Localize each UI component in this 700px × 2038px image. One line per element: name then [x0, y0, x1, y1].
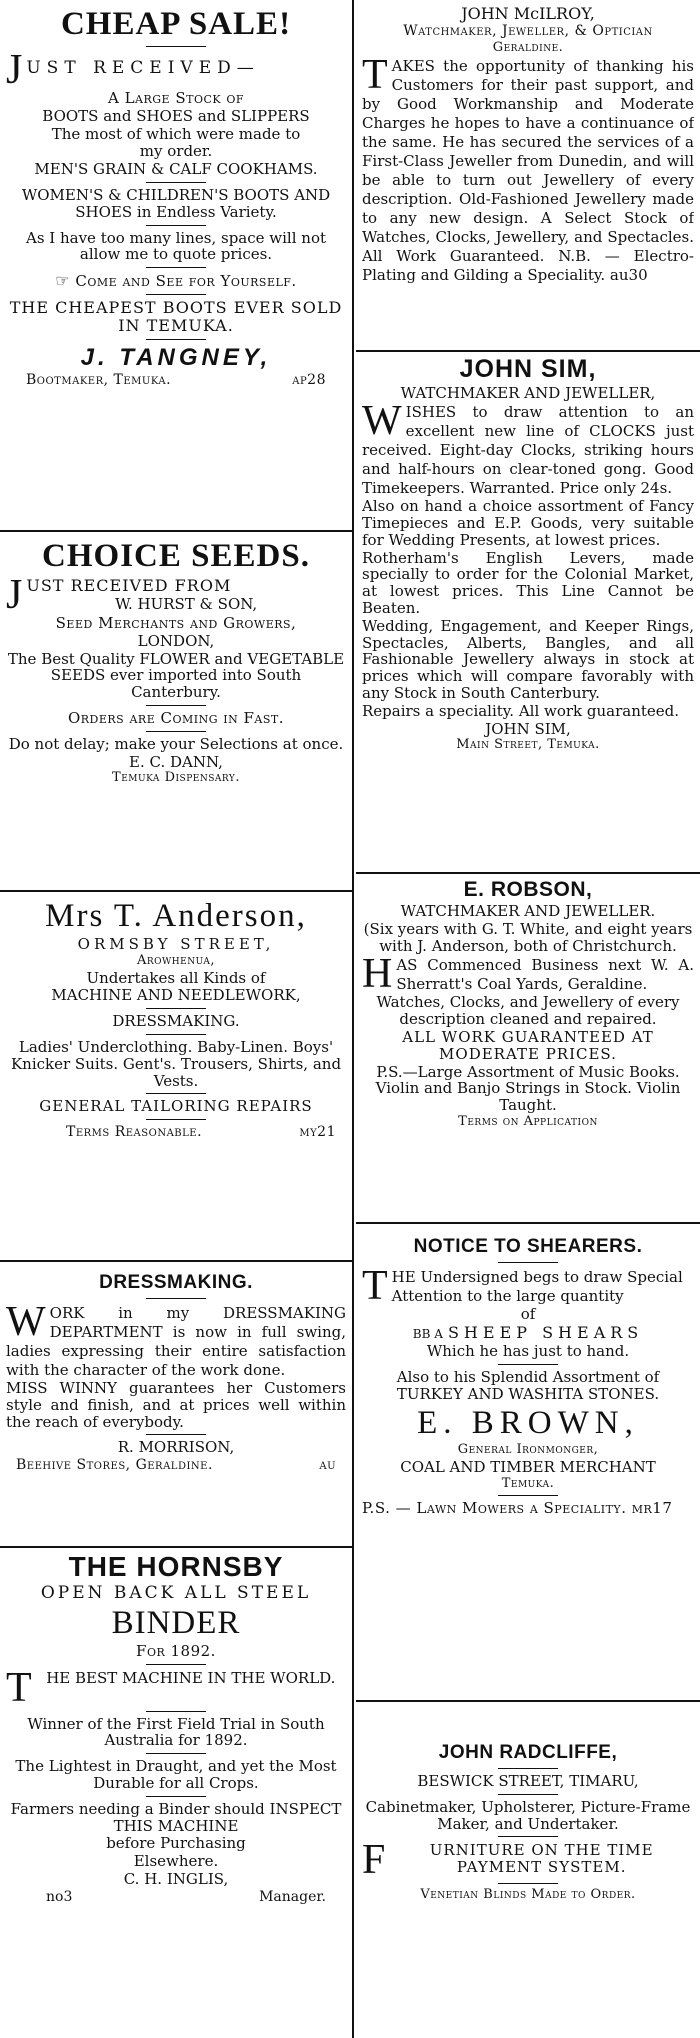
divider: [146, 1711, 206, 1712]
ad-code: ap28: [292, 371, 326, 388]
ad-text: Also on hand a choice assortment of Fancy Timepieces and E.P. Goods, very suitable for Wedding Presents, at lowest prices.: [362, 497, 694, 549]
pointing-hand-icon: ☞: [55, 271, 71, 291]
ad-title: DRESSMAKING.: [99, 1272, 253, 1293]
ad-text: Do not delay; make your Selections at once.: [8, 734, 344, 753]
drop-cap: T: [362, 56, 388, 99]
divider: [146, 1796, 206, 1797]
ad-text: Farmers needing a Binder should INSPECT THIS MACHINE: [10, 1799, 342, 1835]
ad-text: Rotherham's English Levers, made specially to order for the Colonial Market, at lowest prices. This Line Cannot be Beaten.: [362, 548, 694, 618]
ad-text: ORMSBY STREET,: [77, 935, 275, 954]
divider: [498, 1364, 558, 1365]
ad-title: CHEAP SALE!: [60, 6, 292, 42]
ad-text: WATCHMAKER AND JEWELLER.: [400, 902, 656, 920]
divider: [146, 182, 206, 183]
divider: [146, 731, 206, 732]
drop-cap: J: [6, 576, 23, 614]
ad-title: E. ROBSON,: [463, 878, 593, 901]
ad-text: Orders are Coming in Fast.: [67, 708, 285, 727]
divider: [498, 1262, 558, 1263]
ad-text: P.S.—Large Assortment of Music Books. Violin and Banjo Strings in Stock. Violin Taught.: [375, 1062, 681, 1115]
ad-text: Which he has just to hand.: [426, 1341, 630, 1360]
divider: [498, 1768, 558, 1769]
ad-text: COAL AND TIMBER MERCHANT: [400, 1457, 656, 1476]
ad-text: Elsewhere.: [133, 1852, 219, 1871]
ad-text: WOMEN'S & CHILDREN'S BOOTS AND SHOES in Endless Variety.: [21, 185, 331, 221]
ad-text: Temuka.: [501, 1475, 555, 1491]
divider: [498, 1836, 558, 1837]
divider: [498, 1794, 558, 1795]
ad-footer: Venetian Blinds Made to Order.: [420, 1887, 636, 1903]
advertiser-name: C. H. INGLIS,: [123, 1869, 229, 1888]
drop-cap: T: [362, 1267, 388, 1305]
ad-footer: Main Street, Temuka.: [456, 737, 600, 753]
ad-footer: Terms Reasonable.: [66, 1124, 203, 1141]
brand-mark: BB A: [412, 1326, 443, 1341]
ad-text: Watchmaker, Jeweller, & Optician: [403, 22, 653, 39]
ad-text: OPEN BACK ALL STEEL: [40, 1582, 312, 1603]
ad-title: CHOICE SEEDS.: [42, 538, 310, 574]
ad-text: Temuka Dispensary.: [112, 770, 240, 786]
ad-text: Geraldine.: [492, 39, 564, 55]
ad-code: au: [319, 1457, 336, 1474]
ad-text: HE BEST MACHINE IN THE WORLD.: [46, 1668, 336, 1687]
ad-text: Watches, Clocks, and Jewellery of every description cleaned and repaired.: [376, 993, 680, 1029]
divider: [146, 1434, 206, 1435]
ad-text: Come and See for Yourself.: [75, 272, 297, 291]
divider: [146, 1034, 206, 1035]
ad-footer: P.S. — Lawn Mowers a Speciality. mr17: [362, 1499, 673, 1518]
divider: [146, 267, 206, 268]
ad-text: W. HURST & SON,: [115, 595, 258, 614]
ad-text: Wedding, Engagement, and Keeper Rings, Spectacles, Alberts, Bangles, and all Fashionable Jewellery always in stock at prices which will compare favorably with any Stock in South Canterbury.: [362, 616, 694, 703]
ad-text: BOOTS and SHOES and SLIPPERS: [42, 106, 310, 125]
ad-robson: [356, 874, 700, 1224]
ad-text: General Ironmonger,: [457, 1442, 599, 1458]
ad-text: Cabinetmaker, Upholsterer, Picture-Frame Maker, and Undertaker.: [365, 1797, 691, 1833]
ad-text: A Large Stock of: [107, 88, 245, 107]
ad-text: Undertakes all Kinds of: [86, 968, 266, 987]
divider: [146, 225, 206, 226]
divider: [146, 1298, 206, 1299]
ad-text: AKES the opportunity of thanking his Customers for their past support, and by Good Workmanship and Moderate Charges he hopes to have a continuance of the same. He has secured the services of a First-Class Jeweller from Dunedin, and will be able to turn out Jewellery of every description. Old-Fashioned Jewellery made to any new design. A Select Stock of Watches, Clocks, Jewellery, and Spectacles. All Work Guaranteed. N.B. — Electro-Plating and Gilding a Speciality. au30: [362, 57, 694, 285]
divider: [146, 1008, 206, 1009]
ad-footer: Terms on Application: [458, 1113, 598, 1129]
ad-title: JOHN RADCLIFFE,: [438, 1742, 618, 1763]
ad-text: before Purchasing: [106, 1834, 246, 1853]
ad-text: UST RECEIVED FROM: [26, 576, 232, 596]
ad-text: TURKEY AND WASHITA STONES.: [396, 1385, 660, 1404]
divider: [146, 339, 206, 340]
ad-text: ALL WORK GUARANTEED AT MODERATE PRICES.: [402, 1027, 654, 1063]
ad-text: ISHES to draw attention to an excellent new line of CLOCKS just received. Eight-day Clocks, striking hours and half-hours on clear-toned gong. Good Timekeepers. Warranted. Price only 24s.: [362, 403, 694, 498]
ad-text: LONDON,: [137, 631, 215, 650]
ad-text: SHEEP SHEARS: [447, 1322, 644, 1342]
advertiser-name: J. TANGNEY,: [80, 343, 272, 371]
ad-text: HE Undersigned begs to draw Special Attention to the large quantity: [391, 1268, 683, 1305]
ad-text: Arowhenua,: [136, 953, 216, 969]
ad-text: The most of which were made to: [51, 124, 301, 143]
drop-cap: F: [362, 1841, 386, 1880]
drop-cap: H: [362, 955, 393, 994]
ad-text: Repairs a speciality. All work guaranteed.: [362, 701, 680, 720]
ad-title: Mrs T. Anderson,: [45, 898, 307, 934]
divider: [146, 294, 206, 295]
ad-mcilroy: [356, 0, 700, 352]
divider: [498, 1883, 558, 1884]
ad-text: For 1892.: [136, 1642, 216, 1661]
right-column: [356, 0, 700, 2038]
ad-radcliffe: [356, 1702, 700, 2038]
divider: [146, 1664, 206, 1665]
ad-footer: Manager.: [259, 1888, 326, 1905]
ad-choice-seeds: [0, 532, 352, 892]
ad-text: my order.: [139, 142, 213, 161]
ad-text: of: [520, 1305, 536, 1323]
ad-text: MISS WINNY guarantees her Customers style and finish, and at prices well within the reach of everybody.: [6, 1379, 346, 1431]
ad-text: DRESSMAKING.: [112, 1012, 240, 1031]
ad-text: MEN'S GRAIN & CALF COOKHAMS.: [34, 160, 318, 179]
ad-code: my21: [299, 1124, 336, 1141]
ad-shearers: [356, 1224, 700, 1702]
ad-dressmaking: [0, 1262, 352, 1548]
ad-text: As I have too many lines, space will not allow me to quote prices.: [25, 228, 326, 264]
divider: [498, 1495, 558, 1496]
ad-text: WATCHMAKER AND JEWELLER,: [400, 383, 656, 402]
ad-text: MACHINE AND NEEDLEWORK,: [51, 986, 301, 1005]
ad-footer: Bootmaker, Temuka.: [26, 371, 172, 388]
ad-title: NOTICE TO SHEARERS.: [413, 1236, 643, 1257]
ad-cheap-sale: [0, 0, 352, 532]
ad-text: URNITURE ON THE TIME PAYMENT SYSTEM.: [429, 1841, 654, 1877]
divider: [146, 1119, 206, 1120]
advertiser-name: JOHN SIM,: [485, 719, 571, 738]
drop-cap: W: [362, 402, 402, 445]
drop-cap: W: [6, 1303, 46, 1345]
ad-text: Seed Merchants and Growers,: [55, 614, 297, 632]
advertiser-name: E. C. DANN,: [129, 752, 223, 771]
ad-text: AS Commenced Business next W. A. Sherratt's Coal Yards, Geraldine.: [396, 956, 694, 994]
ad-text: Winner of the First Field Trial in South Australia for 1892.: [27, 1714, 325, 1750]
ad-text: (Six years with G. T. White, and eight years with J. Anderson, both of Christchurch.: [363, 919, 693, 955]
advertiser-name: R. MORRISON,: [117, 1438, 235, 1457]
divider: [146, 705, 206, 706]
ad-text: BINDER: [111, 1604, 241, 1641]
ad-text: ORK in my DRESSMAKING DEPARTMENT is now in full swing, ladies expressing their entire satisfaction with the character of the work done.: [6, 1304, 346, 1379]
drop-cap: J: [6, 51, 23, 89]
ad-text: THE CHEAPEST BOOTS EVER SOLD IN TEMUKA.: [9, 298, 343, 335]
divider: [146, 46, 206, 47]
ad-john-sim: [356, 352, 700, 874]
ad-text: The Best Quality FLOWER and VEGETABLE SEEDS ever imported into South Canterbury.: [7, 649, 345, 702]
ad-text: BESWICK STREET, TIMARU,: [417, 1772, 639, 1790]
ad-anderson: [0, 892, 352, 1262]
ad-title: JOHN SIM,: [459, 355, 597, 383]
ad-text: Ladies' Underclothing. Baby-Linen. Boys' Knicker Suits. Gent's. Trousers, Shirts, and Vests.: [10, 1038, 342, 1090]
ad-footer: Beehive Stores, Geraldine.: [16, 1457, 213, 1474]
divider: [146, 1093, 206, 1094]
ad-hornsby: [0, 1548, 352, 2038]
ad-text: UST RECEIVED—: [26, 58, 260, 79]
divider: [146, 1753, 206, 1754]
ad-title: JOHN McILROY,: [461, 4, 595, 23]
ad-title: THE HORNSBY: [68, 1551, 284, 1582]
ad-text: The Lightest in Draught, and yet the Most Durable for all Crops.: [15, 1757, 337, 1792]
advertiser-name: E. BROWN,: [417, 1405, 639, 1442]
ad-code: no3: [46, 1888, 73, 1905]
drop-cap: T: [6, 1668, 32, 1707]
ad-text: Also to his Splendid Assortment of: [396, 1367, 660, 1386]
ad-text: GENERAL TAILORING REPAIRS: [39, 1097, 313, 1116]
